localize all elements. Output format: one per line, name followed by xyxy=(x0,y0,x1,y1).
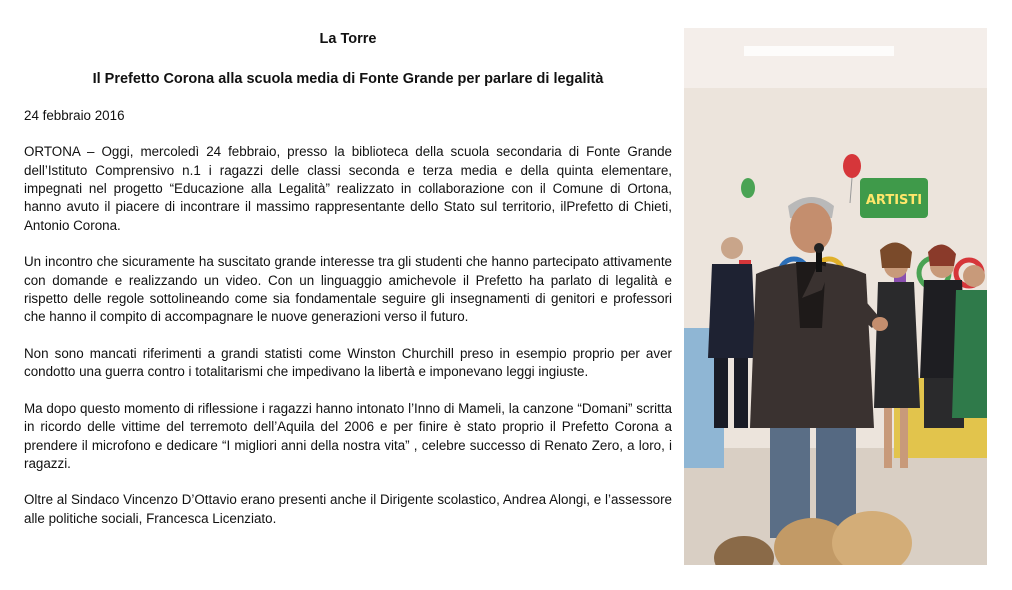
woman-dress xyxy=(952,290,987,418)
microphone-head xyxy=(814,243,824,253)
event-photo xyxy=(684,28,987,565)
publication-title: La Torre xyxy=(319,31,377,47)
woman-head xyxy=(963,265,985,287)
balloon-red xyxy=(843,154,861,178)
officer-leg xyxy=(734,358,748,428)
wall-sign-text: ARTISTI xyxy=(865,193,923,208)
woman-dress xyxy=(874,282,920,408)
officer-head xyxy=(721,237,743,259)
woman-leg xyxy=(884,408,892,468)
photo-ceiling xyxy=(684,28,987,98)
article-paragraph-1: ORTONA – Oggi, mercoledì 24 febbraio, presso la biblioteca della scuola secondaria di Fonte Grande dell’Istituto Comprensivo n.1 i ragazzi delle classi seconda e terza media e della quinta elementare, impegnati nel progetto “Educazione alla Legalità” realizzato in collaborazione con il Comune di Ortona, hanno avuto il piacere di incontrare il massimo rappresentante dello Stato sul territorio, ilPrefetto di Chieti, Antonio Corona. xyxy=(24,144,672,233)
ceiling-light xyxy=(744,46,894,56)
microphone xyxy=(816,250,822,272)
article-paragraph-2: Un incontro che sicuramente ha suscitato grande interesse tra gli studenti che hanno partecipato attivamente con domande e realizzando un video. Con un linguaggio amichevole il Prefetto ha parlato di legalità e rispetto delle regole sottolineando come sia fondamentale seguire gli insegnamenti di genitori e professori che hanno il compito di accompagnare le nuove generazioni verso il futuro. xyxy=(24,254,672,325)
article-date: 24 febbraio 2016 xyxy=(24,107,125,123)
article-paragraph-4: Ma dopo questo momento di riflessione i ragazzi hanno intonato l’Inno di Mameli, la canzone “Domani” scritta in ricordo delle vittime del terremoto dell’Aquila del 2006 e per finire è stato proprio il Prefetto Corona a prendere il microfono e dedicare “I migliori anni della nostra vita” , celebre successo di Renato Zero, a loro, i ragazzi. xyxy=(24,400,672,471)
woman-leg xyxy=(900,408,908,468)
event-photo-illustration xyxy=(684,28,987,565)
speaker-head xyxy=(790,203,832,253)
balloon-green xyxy=(741,178,755,198)
officer-coat xyxy=(708,264,756,358)
article-paragraph-5: Oltre al Sindaco Vincenzo D’Ottavio erano presenti anche il Dirigente scolastico, Andrea Alongi, e l’assessore alle politiche sociali, Francesca Licenziato. xyxy=(24,492,672,526)
speaker-hand xyxy=(872,317,888,331)
article xyxy=(24,30,672,546)
article-headline: Il Prefetto Corona alla scuola media di Fonte Grande per parlare di legalità xyxy=(92,71,604,88)
article-paragraph-3: Non sono mancati riferimenti a grandi statisti come Winston Churchill preso in esempio proprio per aver condotto una guerra contro i totalitarismi che impedivano la libertà e imponevano leggi ingiuste. xyxy=(24,345,672,380)
officer-leg xyxy=(714,358,728,428)
